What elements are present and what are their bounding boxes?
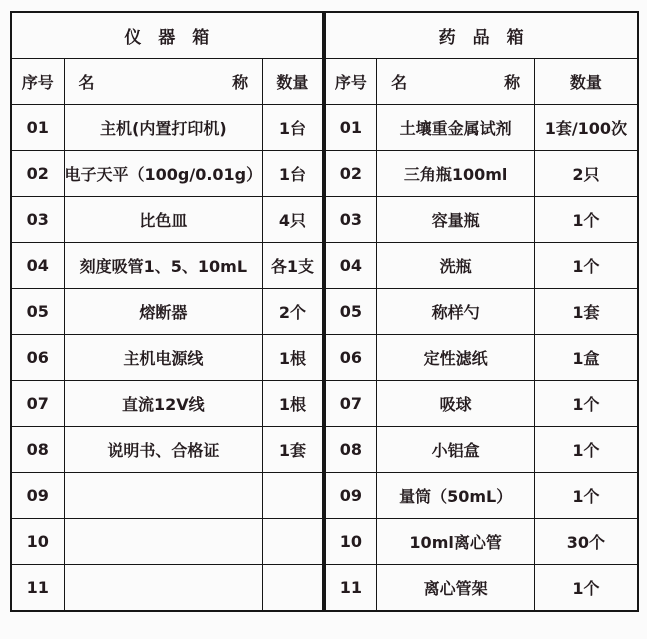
medicine-box-rows <box>325 105 638 612</box>
col-header-no: 序号 <box>325 59 377 105</box>
row-name-cell: 熔断器 <box>64 289 263 335</box>
table-row <box>325 565 638 612</box>
medicine-box-title: 药 品 箱 <box>325 12 638 59</box>
table-row <box>11 335 323 381</box>
row-qty-cell: 1根 <box>263 381 323 427</box>
row-name-cell: 洗瓶 <box>377 243 535 289</box>
table-row <box>325 519 638 565</box>
table-row <box>11 197 323 243</box>
col-header-name-left: 名 <box>78 73 95 92</box>
row-no-cell: 11 <box>11 565 64 612</box>
row-name-cell <box>64 473 263 519</box>
row-name-cell: 主机电源线 <box>64 335 263 381</box>
col-header-no: 序号 <box>11 59 64 105</box>
col-header-name <box>64 59 263 105</box>
table-row <box>325 427 638 473</box>
row-qty-cell: 2个 <box>263 289 323 335</box>
row-qty-cell: 1台 <box>263 151 323 197</box>
row-name-cell: 吸球 <box>377 381 535 427</box>
row-name-cell: 直流12V线 <box>64 381 263 427</box>
row-no-cell: 07 <box>11 381 64 427</box>
row-no-cell: 08 <box>325 427 377 473</box>
table-row <box>11 381 323 427</box>
row-no-cell: 11 <box>325 565 377 612</box>
row-no-cell: 03 <box>325 197 377 243</box>
row-no-cell: 01 <box>325 105 377 151</box>
row-qty-cell: 1个 <box>535 381 638 427</box>
table-row <box>11 519 323 565</box>
row-name-cell <box>64 565 263 612</box>
table-row <box>325 105 638 151</box>
row-no-cell: 05 <box>11 289 64 335</box>
table-row <box>11 105 323 151</box>
row-no-cell: 08 <box>11 427 64 473</box>
instrument-box-table <box>10 11 324 612</box>
row-no-cell: 04 <box>325 243 377 289</box>
col-header-name <box>377 59 535 105</box>
row-name-cell: 量筒（50mL） <box>377 473 535 519</box>
table-row <box>325 335 638 381</box>
table-row <box>11 565 323 612</box>
table-row <box>325 473 638 519</box>
column-header-row <box>325 59 638 105</box>
row-name-cell: 离心管架 <box>377 565 535 612</box>
row-name-cell: 刻度吸管1、5、10mL <box>64 243 263 289</box>
row-qty-cell: 1个 <box>535 427 638 473</box>
row-no-cell: 09 <box>11 473 64 519</box>
row-no-cell: 02 <box>325 151 377 197</box>
table-row <box>325 243 638 289</box>
row-name-cell: 电子天平（100g/0.01g） <box>64 151 263 197</box>
col-header-name-right: 称 <box>504 73 521 92</box>
row-name-cell: 容量瓶 <box>377 197 535 243</box>
row-name-cell <box>64 519 263 565</box>
medicine-box-table <box>324 11 639 612</box>
row-qty-cell: 1个 <box>535 197 638 243</box>
row-no-cell: 09 <box>325 473 377 519</box>
row-qty-cell: 1套 <box>263 427 323 473</box>
row-qty-cell <box>263 473 323 519</box>
row-no-cell: 07 <box>325 381 377 427</box>
row-name-cell: 定性滤纸 <box>377 335 535 381</box>
table-title-row <box>11 12 323 59</box>
row-qty-cell <box>263 519 323 565</box>
row-no-cell: 10 <box>11 519 64 565</box>
row-name-cell: 称样勺 <box>377 289 535 335</box>
row-name-cell: 土壤重金属试剂 <box>377 105 535 151</box>
row-qty-cell: 各1支 <box>263 243 323 289</box>
table-row <box>325 197 638 243</box>
row-no-cell: 03 <box>11 197 64 243</box>
row-name-cell: 比色皿 <box>64 197 263 243</box>
row-qty-cell: 1个 <box>535 565 638 612</box>
row-no-cell: 06 <box>11 335 64 381</box>
col-header-qty: 数量 <box>535 59 638 105</box>
row-no-cell: 06 <box>325 335 377 381</box>
row-no-cell: 04 <box>11 243 64 289</box>
table-row <box>11 473 323 519</box>
table-row <box>325 289 638 335</box>
row-qty-cell: 30个 <box>535 519 638 565</box>
row-qty-cell: 1套 <box>535 289 638 335</box>
col-header-name-left: 名 <box>391 73 408 92</box>
table-row <box>11 243 323 289</box>
row-qty-cell: 1个 <box>535 243 638 289</box>
table-title-row <box>325 12 638 59</box>
row-no-cell: 05 <box>325 289 377 335</box>
col-header-name-right: 称 <box>232 73 249 92</box>
row-qty-cell: 1套/100次 <box>535 105 638 151</box>
row-qty-cell: 1台 <box>263 105 323 151</box>
table-row <box>325 151 638 197</box>
column-header-row <box>11 59 323 105</box>
row-name-cell: 说明书、合格证 <box>64 427 263 473</box>
col-header-qty: 数量 <box>263 59 323 105</box>
row-qty-cell <box>263 565 323 612</box>
row-no-cell: 10 <box>325 519 377 565</box>
row-qty-cell: 1盒 <box>535 335 638 381</box>
inventory-tables <box>10 11 639 612</box>
row-qty-cell: 1根 <box>263 335 323 381</box>
row-name-cell: 小铝盒 <box>377 427 535 473</box>
table-row <box>11 151 323 197</box>
table-row <box>11 427 323 473</box>
row-name-cell: 三角瓶100ml <box>377 151 535 197</box>
row-qty-cell: 1个 <box>535 473 638 519</box>
instrument-box-title: 仪 器 箱 <box>11 12 323 59</box>
row-qty-cell: 4只 <box>263 197 323 243</box>
instrument-box-rows <box>11 105 323 612</box>
row-qty-cell: 2只 <box>535 151 638 197</box>
table-row <box>11 289 323 335</box>
row-no-cell: 01 <box>11 105 64 151</box>
table-row <box>325 381 638 427</box>
row-no-cell: 02 <box>11 151 64 197</box>
row-name-cell: 10ml离心管 <box>377 519 535 565</box>
row-name-cell: 主机(内置打印机) <box>64 105 263 151</box>
